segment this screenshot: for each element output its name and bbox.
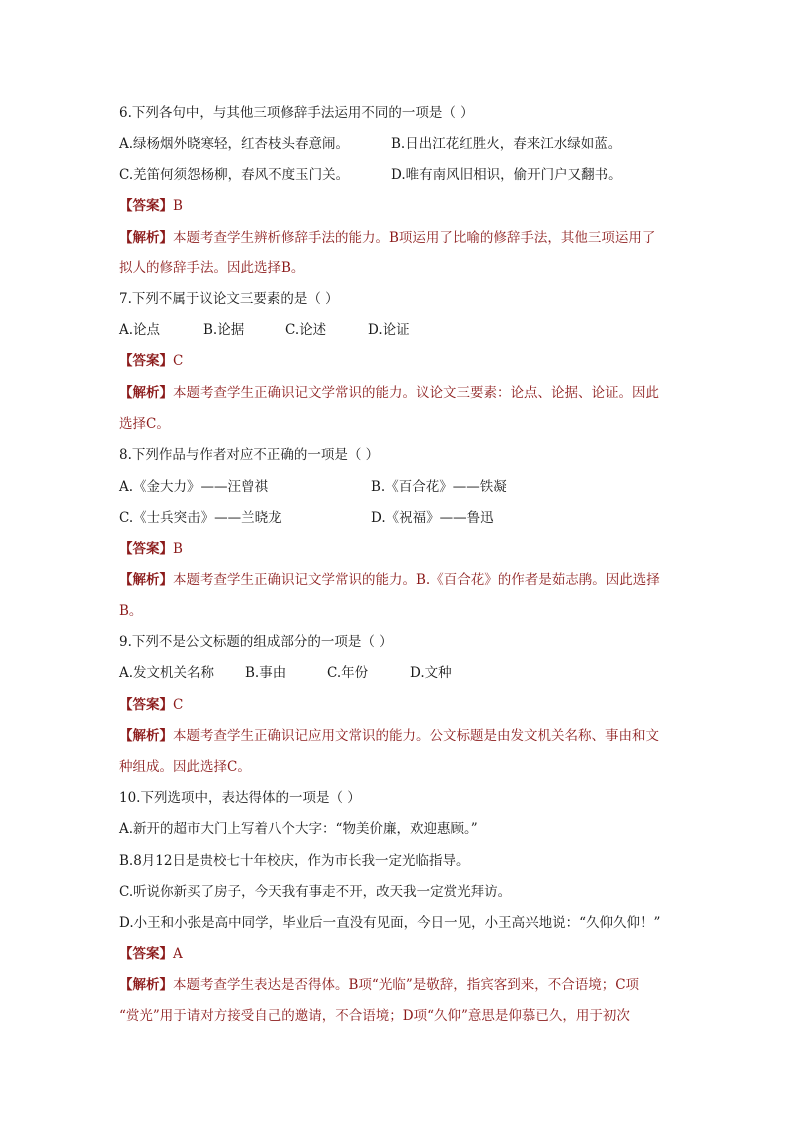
answer-value: A — [173, 946, 183, 962]
analysis-text: 本题考查学生辨析修辞手法的能力。B项运用了比喻的修辞手法，其他三项运用了 — [173, 230, 656, 246]
question-9-stem: 9.下列不是公文标题的组成部分的一项是（ ） — [119, 634, 393, 650]
question-9-option-c: C.年份 — [327, 665, 369, 681]
question-9-analysis-line-2: 种组成。因此选择C。 — [119, 759, 251, 775]
question-6-stem: 6.下列各句中，与其他三项修辞手法运用不同的一项是（ ） — [119, 105, 474, 121]
question-8-analysis-line-2: B。 — [119, 603, 143, 619]
answer-label: 【答案】 — [119, 697, 173, 713]
question-6-option-d: D.唯有南风旧相识，偷开门户又翻书。 — [391, 167, 622, 183]
answer-label: 【答案】 — [119, 541, 173, 557]
analysis-text: 本题考查学生正确识记应用文常识的能力。公文标题是由发文机关名称、事由和文 — [173, 728, 659, 744]
question-8-option-b: B.《百合花》——铁凝 — [371, 479, 507, 495]
question-6-option-c: C.羌笛何须怨杨柳，春风不度玉门关。 — [119, 167, 350, 183]
analysis-label: 【解析】 — [119, 572, 173, 588]
answer-value: C — [173, 353, 184, 369]
analysis-label: 【解析】 — [119, 230, 173, 246]
question-8-option-c: C.《士兵突击》——兰晓龙 — [119, 510, 282, 526]
question-7-stem: 7.下列不属于议论文三要素的是（ ） — [119, 291, 339, 307]
question-10-analysis-line-2: “赏光”用于请对方接受自己的邀请，不合语境；D项“久仰”意思是仰慕已久，用于初次 — [119, 1008, 630, 1024]
question-8-stem: 8.下列作品与作者对应不正确的一项是（ ） — [119, 447, 380, 463]
question-7-analysis-line-2: 选择C。 — [119, 416, 170, 432]
answer-value: B — [173, 541, 183, 557]
question-6-option-b: B.日出江花红胜火，春来江水绿如蓝。 — [391, 136, 622, 152]
question-6-analysis-line-1 — [119, 228, 655, 248]
answer-value: B — [173, 198, 183, 214]
question-7-answer — [119, 351, 183, 371]
question-7-option-b: B.论据 — [203, 322, 245, 338]
analysis-text: 本题考查学生表达是否得体。B项“光临”是敬辞，指宾客到来，不合语境；C项 — [173, 977, 640, 993]
question-7-option-d: D.论证 — [368, 322, 410, 338]
question-10-option-c: C.听说你新买了房子，今天我有事走不开，改天我一定赏光拜访。 — [119, 884, 512, 900]
answer-label: 【答案】 — [119, 946, 173, 962]
question-9-option-a: A.发文机关名称 — [119, 665, 215, 681]
question-9-option-b: B.事由 — [245, 665, 287, 681]
question-6-option-a: A.绿杨烟外晓寒轻，红杏枝头春意闹。 — [119, 136, 350, 152]
answer-value: C — [173, 697, 184, 713]
question-9-answer — [119, 695, 183, 715]
question-10-answer — [119, 944, 183, 964]
question-8-analysis-line-1 — [119, 570, 660, 590]
question-7-option-a: A.论点 — [119, 322, 161, 338]
question-8-answer — [119, 539, 183, 559]
analysis-label: 【解析】 — [119, 385, 173, 401]
analysis-text: 本题考查学生正确识记文学常识的能力。议论文三要素：论点、论据、论证。因此 — [173, 385, 659, 401]
question-9-option-d: D.文种 — [410, 665, 452, 681]
analysis-label: 【解析】 — [119, 977, 173, 993]
analysis-label: 【解析】 — [119, 728, 173, 744]
question-9-analysis-line-1 — [119, 726, 659, 746]
answer-label: 【答案】 — [119, 198, 173, 214]
question-7-analysis-line-1 — [119, 383, 659, 403]
question-8-option-a: A.《金大力》——汪曾祺 — [119, 479, 269, 495]
question-8-option-d: D.《祝福》——鲁迅 — [371, 510, 494, 526]
question-6-analysis-line-2: 拟人的修辞手法。因此选择B。 — [119, 260, 305, 276]
question-10-option-b: B.8月12日是贵校七十年校庆，作为市长我一定光临指导。 — [119, 853, 470, 869]
analysis-text: 本题考查学生正确识记文学常识的能力。B.《百合花》的作者是茹志鹃。因此选择 — [173, 572, 660, 588]
question-6-answer — [119, 196, 183, 216]
question-10-analysis-line-1 — [119, 975, 639, 995]
question-7-option-c: C.论述 — [285, 322, 327, 338]
question-10-option-d: D.小王和小张是高中同学，毕业后一直没有见面，今日一见，小王高兴地说：“久仰久仰！” — [119, 915, 661, 931]
answer-label: 【答案】 — [119, 353, 173, 369]
question-10-option-a: A.新开的超市大门上写着八个大字：“物美价廉，欢迎惠顾。” — [119, 821, 478, 837]
question-10-stem: 10.下列选项中，表达得体的一项是（ ） — [119, 790, 361, 806]
